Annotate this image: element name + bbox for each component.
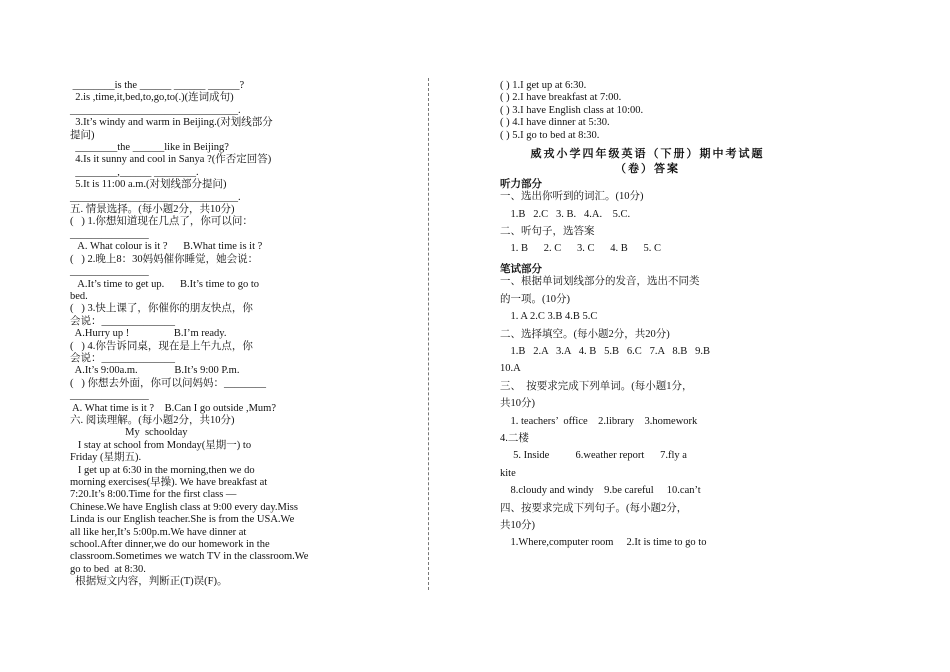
text-line: ( ) 1.I get up at 6:30. [500,80,587,91]
text-line: ( ) 5.I go to bed at 8:30. [500,129,600,141]
text-line: I stay at school from Monday(星期一) to [70,439,252,451]
text-line: 1.B 2.C 3. B. 4.A. 5.C. [500,208,631,220]
text-line: 六. 阅读理解。(每小题2分，共10分) [70,414,235,426]
text-line: ( ) 4.你告诉同桌，现在是上午九点，你 [70,340,253,352]
answer-title: 威戎小学四年级英语（下册）期中考试题 [530,148,765,161]
text-line: 10.A [500,363,521,375]
text-line: 1. A 2.C 3.B 4.B 5.C [500,311,598,323]
right-column [500,80,795,555]
text-line: _______________ [70,390,149,402]
answer-subtitle: （卷）答案 [615,163,680,176]
text-line: 共10分) [500,519,535,531]
text-line: 二、听句子，选答案 [500,226,595,238]
text-line: ( ) 2.晚上8：30妈妈催你睡觉，她会说： [70,253,259,265]
text-line: 根据短文内容，判断正(T)误(F)。 [70,576,228,588]
text-line: 8.cloudy and windy 9.be careful 10.can’t [500,485,701,497]
text-line: ________is the ______ ______ ______? [70,80,245,91]
text-line: kite [500,467,516,479]
text-line: 四、按要求完成下列句子。(每小题2分， [500,502,688,514]
text-line: 5. Inside 6.weather report 7.fly a [500,450,687,462]
text-line: Friday (星期五). [70,452,142,464]
text-line: Chinese.We have English class at 9:00 every day.Miss [70,501,298,513]
left-column [70,80,365,589]
text-line: all like her,It’s 5:00p.m.We have dinner at [70,526,247,538]
text-line: ( ) 3.快上课了，你催你的朋友快点，你 [70,303,253,315]
text-line: 会说：______________ [70,352,175,364]
text-line: 一、选出你听到的词汇。(10分) [500,191,644,203]
text-line: ( ) 4.I have dinner at 5:30. [500,117,610,129]
text-line: 三、 按要求完成下列单词。(每小题1分， [500,380,693,392]
text-line: 二、选择填空。(每小题2分，共20分) [500,328,670,340]
text-line: 3.It’s windy and warm in Beijing.(对划线部分 [70,117,273,129]
text-line: ________the ______like in Beijing? [70,142,229,154]
text-line: 的一项。(10分) [500,293,570,305]
text-line: My schoolday [70,427,188,439]
text-line: morning exercises(早操). We have breakfast at [70,477,268,488]
text-line: A. What time is it ? B.Can I go outside ,Mum? [70,402,276,414]
section-listening: 听力部分 [500,178,542,190]
text-line: I get up at 6:30 in the morning,then we do [70,464,255,476]
text-line: ( ) 你想去外面，你可以问妈妈：________ [70,377,266,389]
column-divider [428,78,429,590]
text-line: 1. B 2. C 3. C 4. B 5. C [500,243,662,255]
text-line: ________________________________. [70,104,241,116]
text-line: 一、根据单词划线部分的发音，选出不同类 [500,276,700,288]
text-line: 5.It is 11:00 a.m.(对划线部分提问) [70,179,227,191]
text-line: 1.Where,computer room 2.It is time to go to [500,537,707,549]
text-line: 7:20.It’s 8:00.Time for the first class — [70,489,237,501]
text-line: _______________ [70,228,149,240]
text-line: 4.Is it sunny and cool in Sanya ?(作否定回答) [70,154,272,166]
text-line: Linda is our English teacher.She is from the USA.We [70,514,295,526]
text-line: 1. teachers’ office 2.library 3.homework [500,415,698,427]
text-line: go to bed at 8:30. [70,563,146,575]
text-line: 1.B 2.A 3.A 4. B 5.B 6.C 7.A 8.B 9.B [500,345,711,357]
text-line: bed. [70,290,88,302]
text-line: 五. 情景选择。(每小题2分，共10分) [70,204,235,216]
text-line: _______________ [70,266,149,278]
text-line: 提问) [70,129,95,141]
text-line: 共10分) [500,398,535,410]
section-written: 笔试部分 [500,263,542,275]
text-line: A.It’s 9:00a.m. B.It’s 9:00 P.m. [70,365,240,377]
text-line: 会说：______________ [70,315,175,327]
text-line: A.It’s time to get up. B.It’s time to go to [70,278,259,290]
text-line: school.After dinner,we do our homework in the [70,539,270,551]
text-line: ________________________________. [70,191,241,203]
text-line: 4.二楼 [500,432,529,444]
text-line: ( ) 3.I have English class at 10:00. [500,104,644,116]
text-line: classroom.Sometimes we watch TV in the classroom.We [70,551,309,563]
text-line: A.Hurry up ! B.I’m ready. [70,328,227,340]
text-line: A. What colour is it ? B.What time is it ? [70,241,263,253]
text-line: 2.is ,time,it,bed,to,go,to(.)(连词成句) [70,92,234,104]
text-line: ( ) 2.I have breakfast at 7:00. [500,92,622,104]
text-line: ________,______ ________. [70,166,199,178]
text-line: ( ) 1.你想知道现在几点了，你可以问： [70,216,253,228]
